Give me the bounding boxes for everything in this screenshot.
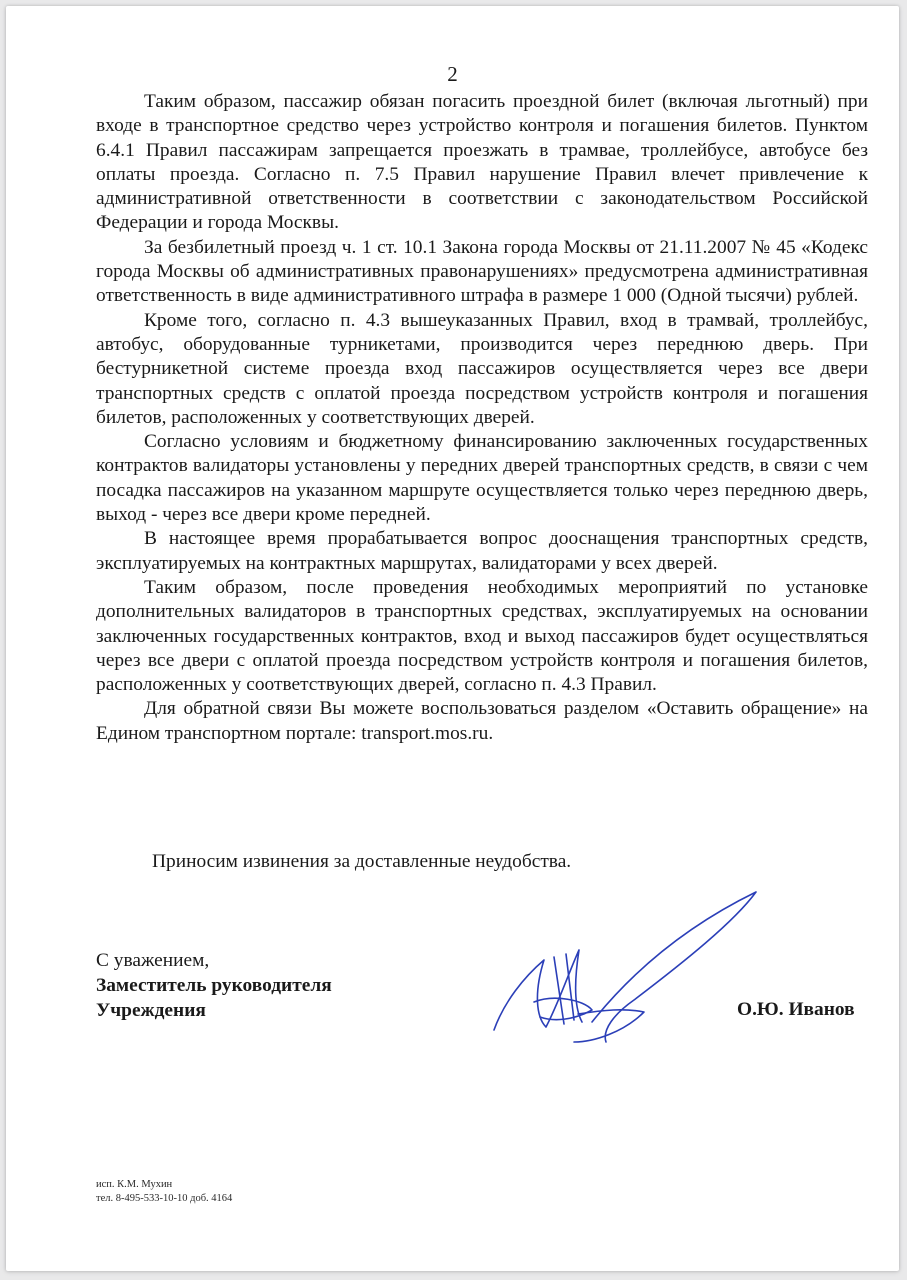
regards-line: С уважением, <box>96 950 210 971</box>
signature-stroke-long <box>592 892 756 1042</box>
paragraph-feedback: Для обратной связи Вы можете воспользоваться разделом «Оставить обращение» на Едином транспортном портале: transport.mos.ru. <box>96 698 868 744</box>
paragraph-all-doors: Таким образом, после проведения необходимых мероприятий по установке дополнительных валидаторов в транспортных средствах, эксплуатируемых на основании заключенных государственных контрактов, вход и выход пассажиров будет осуществляться через все двери с оплатой проезда посредством устройств контроля и погашения билетов, расположенных у соответствующих дверей, согласно п. 4.3 Правил. <box>96 576 868 696</box>
handwritten-signature <box>474 882 774 1052</box>
executor-name: исп. К.М. Мухин <box>96 1179 173 1190</box>
document-page <box>6 6 899 1271</box>
paragraph-ticket-validation: Таким образом, пассажир обязан погасить проездной билет (включая льготный) при входе в транспортное средство через устройство контроля и погашения билетов. Пунктом 6.4.1 Правил пассажирам запрещается проезжать в трамвае, троллейбусе, автобусе без оплаты проезда. Согласно п. 7.5 Правил нарушение Правил влечет привлечение к административной ответственности в соответствии с законодательством Российской Федерации и города Москвы. <box>96 91 868 234</box>
signer-position-line-2: Учреждения <box>96 1000 206 1021</box>
paragraph-additional-equipment: В настоящее время прорабатывается вопрос дооснащения транспортных средств, эксплуатируемых на контрактных маршрутах, валидаторами у всех дверей. <box>96 528 868 574</box>
executor-phone: тел. 8-495-533-10-10 доб. 4164 <box>96 1193 233 1204</box>
signer-position-line-1: Заместитель руководителя <box>96 975 332 996</box>
executor-footer <box>96 1178 232 1206</box>
paragraph-validators-front-door: Согласно условиям и бюджетному финансированию заключенных государственных контрактов валидаторы установлены у передних дверей транспортных средств, в связи с чем посадка пассажиров на указанном маршруте осуществляется только через переднюю дверь, выход - через все двери кроме передней. <box>96 431 868 526</box>
signer-name: О.Ю. Иванов <box>737 999 855 1020</box>
paragraph-entry-rules: Кроме того, согласно п. 4.3 вышеуказанных Правил, вход в трамвай, троллейбус, автобус, оборудованные турникетами, производится через переднюю дверь. При бестурникетной системе проезда вход пассажиров осуществляется через все двери транспортных средств с оплатой проезда посредством устройств контроля и погашения билетов, расположенных у соответствующих дверей. <box>96 309 868 428</box>
closing-block <box>96 948 332 1023</box>
letter-body <box>96 90 868 746</box>
signature-stroke-hatch <box>554 954 574 1024</box>
page-number: 2 <box>447 62 458 86</box>
apology-line: Приносим извинения за доставленные неудобства. <box>152 851 572 872</box>
paragraph-fine: За безбилетный проезд ч. 1 ст. 10.1 Закона города Москвы от 21.11.2007 № 45 «Кодекс города Москвы об административных правонарушениях» предусмотрена административная ответственность в виде административного штрафа в размере 1 000 (Одной тысячи) рублей. <box>96 236 868 307</box>
